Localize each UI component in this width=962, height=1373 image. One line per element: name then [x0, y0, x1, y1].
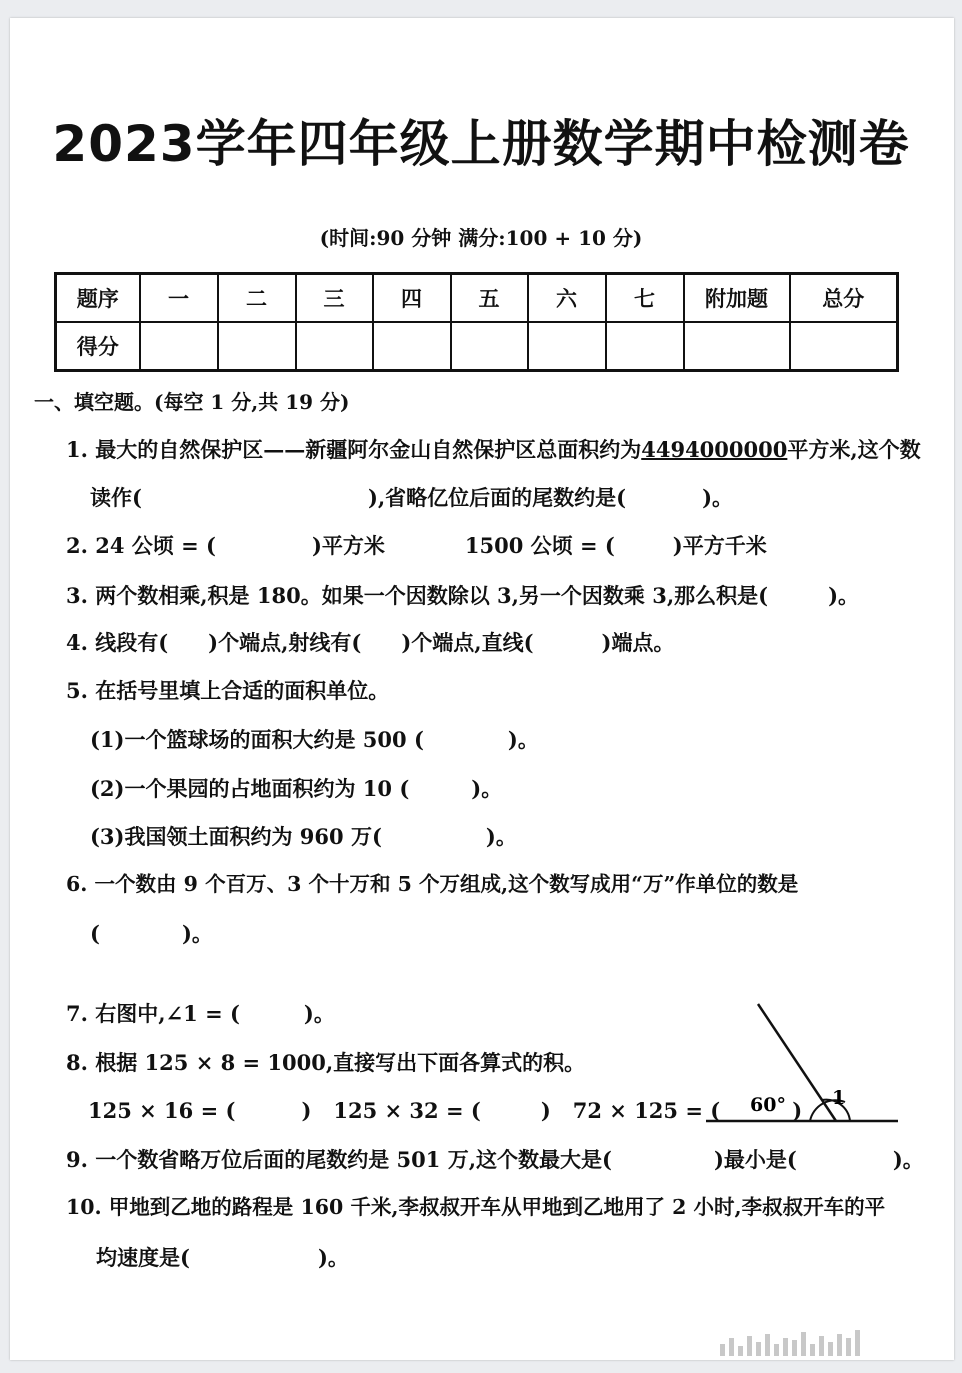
score-header-cell: 题序	[56, 274, 140, 323]
question-8-expressions	[88, 1100, 802, 1121]
question-10-line-1: 10. 甲地到乙地的路程是 160 千米,李叔叔开车从甲地到乙地用了 2 小时,李叔叔开车的平	[66, 1195, 886, 1219]
question-5-part-1	[90, 729, 539, 750]
score-cell	[528, 322, 606, 371]
angle-figure	[700, 1000, 910, 1130]
q7-text: 7. 右图中,∠1 = (	[66, 1001, 240, 1026]
q5-text: )。	[471, 776, 503, 801]
question-6-line-2	[90, 923, 213, 944]
question-5-stem: 5. 在括号里填上合适的面积单位。	[66, 678, 390, 703]
score-row-label: 得分	[56, 322, 140, 371]
question-7	[66, 1003, 335, 1024]
question-6-line-1: 6. 一个数由 9 个百万、3 个十万和 5 个万组成,这个数写成用“万”作单位的数是	[66, 872, 799, 896]
question-5-part-3	[90, 826, 517, 847]
score-header-cell: 总分	[790, 274, 898, 323]
score-header-cell: 六	[528, 274, 606, 323]
q4-text: )个端点,射线有(	[208, 630, 362, 655]
score-cell	[790, 322, 898, 371]
q2-text: )平方千米	[672, 533, 767, 558]
q5-text: )。	[507, 727, 539, 752]
score-cell	[684, 322, 790, 371]
question-5-part-2	[90, 778, 502, 799]
angle-label-60: 60°	[750, 1094, 786, 1116]
score-cell	[296, 322, 373, 371]
q4-text: )个端点,直线(	[401, 630, 534, 655]
angle-label-1: 1	[832, 1087, 846, 1109]
q7-text: )。	[303, 1001, 335, 1026]
question-10-line-2	[96, 1247, 349, 1268]
q9-text: )。	[892, 1147, 924, 1172]
q9-text: )最小是(	[713, 1147, 797, 1172]
q1-text: ),省略亿位后面的尾数约是(	[367, 485, 627, 510]
score-header-cell: 三	[296, 274, 373, 323]
score-header-cell: 四	[373, 274, 451, 323]
q8-expr: )	[792, 1098, 803, 1123]
score-cell	[140, 322, 218, 371]
q8-expr: )	[301, 1098, 312, 1123]
question-4	[66, 632, 674, 653]
exam-info: (时间:90 分钟 满分:100 + 10 分)	[319, 226, 643, 250]
q5-text: )。	[485, 824, 517, 849]
score-cell	[373, 322, 451, 371]
question-1-line-1	[66, 439, 921, 460]
q6-text: )。	[181, 921, 213, 946]
q9-text: 9. 一个数省略万位后面的尾数约是 501 万,这个数最大是(	[66, 1147, 612, 1172]
q8-expr: 125 × 16 = (	[88, 1098, 236, 1123]
score-header-cell: 一	[140, 274, 218, 323]
watermark	[720, 1330, 860, 1356]
question-9	[66, 1149, 924, 1170]
question-2	[66, 535, 767, 556]
q5-text: (1)一个篮球场的面积大约是 500 (	[90, 727, 424, 752]
q8-expr: 125 × 32 = (	[333, 1098, 481, 1123]
score-table-header-row	[56, 274, 898, 323]
score-cell	[218, 322, 296, 371]
score-header-cell: 附加题	[684, 274, 790, 323]
q5-text: (3)我国领土面积约为 960 万(	[90, 824, 382, 849]
q2-text: 2. 24 公顷 = (	[66, 533, 216, 558]
section-heading: 一、填空题。(每空 1 分,共 19 分)	[34, 390, 350, 414]
page-title: 2023学年四年级上册数学期中检测卷	[52, 115, 910, 173]
q10-text: )。	[317, 1245, 349, 1270]
score-table-score-row	[56, 322, 898, 371]
score-cell	[606, 322, 684, 371]
q8-expr: )	[540, 1098, 551, 1123]
q2-text: )平方米	[311, 533, 385, 558]
score-cell	[451, 322, 528, 371]
q5-text: (2)一个果园的占地面积约为 10 (	[90, 776, 410, 801]
score-header-cell: 五	[451, 274, 528, 323]
question-3	[66, 585, 859, 606]
q1-number: 4494000000	[641, 437, 788, 462]
q3-text: )。	[828, 583, 860, 608]
q3-text: 3. 两个数相乘,积是 180。如果一个因数除以 3,另一个因数乘 3,那么积是(	[66, 583, 769, 608]
q6-text: (	[90, 921, 100, 946]
score-header-cell: 二	[218, 274, 296, 323]
q1-text: 读作(	[90, 485, 142, 510]
q4-text: )端点。	[601, 630, 675, 655]
score-table	[54, 272, 899, 372]
question-1-line-2	[90, 487, 733, 508]
question-8-stem: 8. 根据 125 × 8 = 1000,直接写出下面各算式的积。	[66, 1050, 586, 1075]
q10-text: 均速度是(	[96, 1245, 190, 1270]
q4-text: 4. 线段有(	[66, 630, 169, 655]
q1-text: 1. 最大的自然保护区——新疆阿尔金山自然保护区总面积约为	[66, 437, 642, 462]
q1-text: )。	[702, 485, 734, 510]
score-header-cell: 七	[606, 274, 684, 323]
q8-expr: 72 × 125 = (	[572, 1098, 721, 1123]
q2-text: 1500 公顷 = (	[464, 533, 615, 558]
q1-text: 平方米,这个数	[787, 437, 921, 462]
